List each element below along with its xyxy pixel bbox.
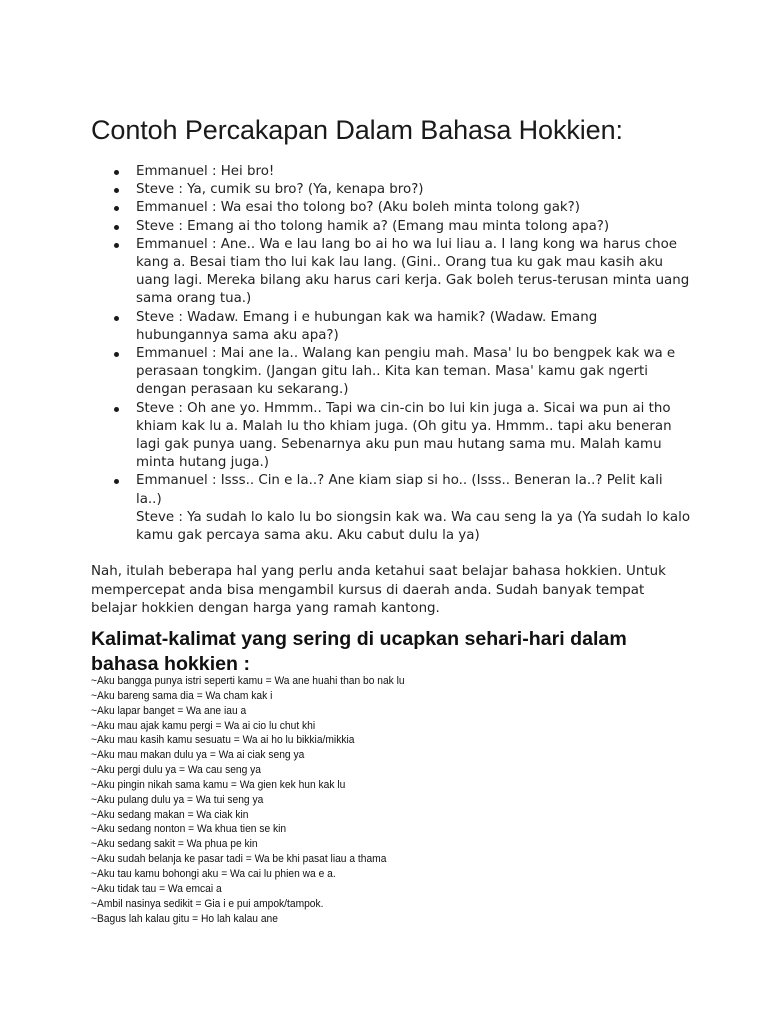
- phrase-item: ~Aku mau kasih kamu sesuatu = Wa ai ho lu bikkia/mikkia: [91, 734, 355, 747]
- phrase-item: ~Aku bareng sama dia = Wa cham kak i: [91, 689, 273, 702]
- intro-paragraph: Nah, itulah beberapa hal yang perlu anda ketahui saat belajar bahasa hokkien. Untuk mempercepat anda bisa mengambil kursus di daerah anda. Sudah banyak tempat belajar hokkien dengan harga yang ramah kantong.: [91, 564, 666, 617]
- phrase-item: ~Aku mau ajak kamu pergi = Wa ai cio lu chut khi: [91, 719, 316, 732]
- dialogue-line: Steve : Oh ane yo. Hmmm.. Tapi wa cin-cin bo lui kin juga a. Sicai wa pun ai tho khiam kak lu a. Malah lu tho khiam juga. (Oh gitu ya. Hmmm.. tapi aku beneran lagi gak punya uang. Sebenarnya aku pun mau hutang sama mu. Malah kamu minta hutang juga.): [136, 400, 672, 471]
- dialogue-item: [136, 400, 692, 473]
- page-title: Contoh Percakapan Dalam Bahasa Hokkien:: [91, 115, 623, 145]
- phrase-item: ~Aku tidak tau = Wa emcai a: [91, 882, 222, 895]
- phrase-list: [91, 674, 631, 926]
- phrase-item: ~Aku bangga punya istri seperti kamu = Wa ane huahi than bo nak lu: [91, 675, 405, 687]
- dialogue-item: [136, 236, 692, 309]
- dialogue-item: [136, 199, 692, 217]
- dialogue-line: Steve : Ya, cumik su bro? (Ya, kenapa bro?): [136, 182, 424, 198]
- phrase-item: ~Aku pulang dulu ya = Wa tui seng ya: [91, 793, 264, 806]
- dialogue-line: Steve : Wadaw. Emang i e hubungan kak wa hamik? (Wadaw. Emang hubungannya sama aku apa?): [136, 309, 598, 343]
- dialogue-item: [136, 181, 692, 199]
- dialogue-line: Emmanuel : Hei bro!: [136, 164, 275, 179]
- phrase-item: ~Aku sedang nonton = Wa khua tien se kin: [91, 823, 287, 836]
- section-heading: Kalimat-kalimat yang sering di ucapkan sehari-hari dalam bahasa hokkien :: [91, 628, 627, 675]
- phrase-item: ~Ambil nasinya sedikit = Gia i e pui ampok/tampok.: [91, 897, 324, 910]
- phrase-item: ~Aku sedang sakit = Wa phua pe kin: [91, 838, 258, 851]
- phrase-item: ~Aku mau makan dulu ya = Wa ai ciak seng ya: [91, 749, 305, 762]
- dialogue-item: [136, 218, 692, 236]
- dialogue-line: Steve : Emang ai tho tolong hamik a? (Emang mau minta tolong apa?): [136, 218, 610, 234]
- phrase-item: ~Aku sudah belanja ke pasar tadi = Wa be khi pasat liau a thama: [91, 853, 387, 866]
- dialogue-line: Emmanuel : Isss.. Cin e la..? Ane kiam siap si ho.. (Isss.. Beneran la..? Pelit kali la..): [136, 473, 663, 507]
- dialogue-list: [136, 163, 692, 545]
- phrase-item: ~Aku sedang makan = Wa ciak kin: [91, 808, 249, 821]
- dialogue-line: Emmanuel : Mai ane la.. Walang kan pengiu mah. Masa' lu bo bengpek kak wa e perasaan tongkim. (Jangan gitu lah.. Kita kan teman. Masa' kamu gak ngerti dengan perasaan ku sekarang.): [136, 346, 676, 398]
- phrase-item: ~Aku pergi dulu ya = Wa cau seng ya: [91, 764, 262, 777]
- phrase-item: ~Aku pingin nikah sama kamu = Wa gien kek hun kak lu: [91, 778, 346, 791]
- dialogue-line: Steve : Ya sudah lo kalo lu bo siongsin kak wa. Wa cau seng la ya (Ya sudah lo kalo kamu gak percaya sama aku. Aku cabut dulu la ya): [136, 509, 691, 544]
- dialogue-item: [136, 163, 692, 181]
- phrase-item: ~Bagus lah kalau gitu = Ho lah kalau ane: [91, 912, 278, 925]
- phrase-item: ~Aku tau kamu bohongi aku = Wa cai lu phien wa e a.: [91, 867, 336, 880]
- dialogue-item: [136, 472, 692, 545]
- dialogue-item: [136, 345, 692, 400]
- phrase-item: ~Aku lapar banget = Wa ane iau a: [91, 704, 247, 717]
- dialogue-line: Emmanuel : Wa esai tho tolong bo? (Aku boleh minta tolong gak?): [136, 200, 581, 216]
- dialogue-line: Emmanuel : Ane.. Wa e lau lang bo ai ho wa lui liau a. I lang kong wa harus choe kang a. Besai tiam tho lui kak lau lang. (Gini.. Orang tua ku gak mau kasih aku uang lagi. Mereka bilang aku harus cari kerja. Gak boleh terus-terusan minta uang sama orang tua.): [136, 236, 690, 307]
- dialogue-item: [136, 309, 692, 345]
